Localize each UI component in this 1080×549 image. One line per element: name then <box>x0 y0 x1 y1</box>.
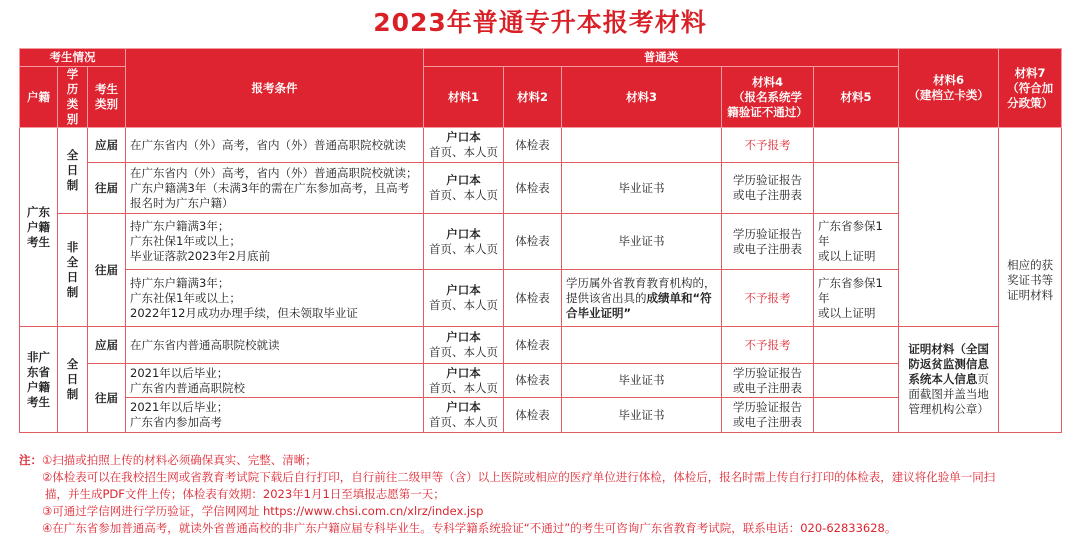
m2-cell: 体检表 <box>504 398 562 433</box>
type-wangjie: 往届 <box>88 163 126 214</box>
m6-cell: 证明材料（全国防返贫监测信息系统本人信息页面截图并盖当地管理机构公章） <box>899 327 999 433</box>
m3-cell: 毕业证书 <box>562 163 722 214</box>
header-putong: 普通类 <box>424 49 899 67</box>
note-4: ④在广东省参加普通高考，就读外省普通高校的非广东户籍应届专科毕业生。专科学籍系统验证“不通过”的考生可咨询广东省教育考试院，联系电话：020-62833628。 <box>42 521 897 535</box>
m3-cell: 毕业证书 <box>562 398 722 433</box>
m5-cell <box>814 327 899 364</box>
header-m3: 材料3 <box>562 67 722 128</box>
m3-cell: 毕业证书 <box>562 364 722 398</box>
group-full-time: 全 日 制 <box>58 128 88 214</box>
type-yingjie: 应届 <box>88 128 126 163</box>
m3-cell: 毕业证书 <box>562 214 722 270</box>
header-m4: 材料4 （报名系统学 籍验证不通过） <box>722 67 814 128</box>
m4-cell: 学历验证报告 或电子注册表 <box>722 214 814 270</box>
m5-cell <box>814 128 899 163</box>
m3-cell <box>562 327 722 364</box>
header-huji: 户籍 <box>20 67 58 128</box>
header-student-info: 考生情况 <box>20 49 126 67</box>
page-title: 2023年普通专升本报考材料 <box>373 8 707 37</box>
m4-cell: 不予报考 <box>722 270 814 327</box>
group-full-time-2: 全 日 制 <box>58 327 88 433</box>
m4-cell: 不予报考 <box>722 128 814 163</box>
m1-cell: 户口本 首页、本人页 <box>424 214 504 270</box>
table-row <box>20 128 1062 163</box>
m2-cell: 体检表 <box>504 364 562 398</box>
m3-cell <box>562 128 722 163</box>
header-m2: 材料2 <box>504 67 562 128</box>
condition-cell: 持广东户籍满3年； 广东社保1年或以上； 毕业证落款2023年2月底前 <box>126 214 424 270</box>
header-xueli: 学历 类别 <box>58 67 88 128</box>
m3-cell: 学历属外省教育教育机构的，提供该省出具的成绩单和“符合毕业证明” <box>562 270 722 327</box>
m2-cell: 体检表 <box>504 163 562 214</box>
m1-cell: 户口本 首页、本人页 <box>424 327 504 364</box>
header-m7: 材料7 （符合加 分政策） <box>999 49 1062 128</box>
m2-cell: 体检表 <box>504 128 562 163</box>
condition-cell: 2021年以后毕业； 广东省内普通高职院校 <box>126 364 424 398</box>
condition-cell: 在广东省内（外）高考，省内（外）普通高职院校就读；广东户籍满3年（未满3年的需在广东参加高考，且高考报名时为广东户籍） <box>126 163 424 214</box>
type-wangjie: 往届 <box>88 214 126 327</box>
note-2-cont: 描，并生成PDF文件上传；体检表有效期：2023年1月1日至填报志愿第一天； <box>45 487 445 501</box>
notes <box>19 452 1069 537</box>
condition-cell: 持广东户籍满3年； 广东社保1年或以上； 2022年12月成功办理手续，但未领取毕业证 <box>126 270 424 327</box>
m1-cell: 户口本 首页、本人页 <box>424 128 504 163</box>
header-m6: 材料6 （建档立卡类） <box>899 49 999 128</box>
m5-cell: 广东省参保1年 或以上证明 <box>814 214 899 270</box>
materials-table <box>19 48 1062 433</box>
m2-cell: 体检表 <box>504 214 562 270</box>
m5-cell: 广东省参保1年 或以上证明 <box>814 270 899 327</box>
m1-cell: 户口本 首页、本人页 <box>424 364 504 398</box>
header-m5: 材料5 <box>814 67 899 128</box>
m7-cell: 相应的获奖证书等证明材料 <box>999 128 1062 433</box>
condition-cell: 在广东省内普通高职院校就读 <box>126 327 424 364</box>
note-2: ②体检表可以在我校招生网或省教育考试院下载后自行打印，自行前往二级甲等（含）以上医院或相应的医疗单位进行体检，体检后，报名时需上传自行打印的体检表，建议将化验单一同扫 <box>42 470 996 484</box>
m2-cell: 体检表 <box>504 327 562 364</box>
header-m1: 材料1 <box>424 67 504 128</box>
m6-cell-empty <box>899 128 999 327</box>
condition-cell: 在广东省内（外）高考，省内（外）普通高职院校就读 <box>126 128 424 163</box>
m4-cell: 不予报考 <box>722 327 814 364</box>
group-gd: 广东 户籍 考生 <box>20 128 58 327</box>
m1-cell: 户口本 首页、本人页 <box>424 270 504 327</box>
m4-cell: 学历验证报告 或电子注册表 <box>722 364 814 398</box>
m5-cell <box>814 398 899 433</box>
m5-cell <box>814 163 899 214</box>
m4-cell: 学历验证报告 或电子注册表 <box>722 398 814 433</box>
type-yingjie: 应届 <box>88 327 126 364</box>
group-non-full-time: 非 全 日 制 <box>58 214 88 327</box>
note-1: 注：①扫描或拍照上传的材料必须确保真实、完整、清晰； <box>19 453 317 467</box>
m4-cell: 学历验证报告 或电子注册表 <box>722 163 814 214</box>
group-fgd: 非广 东省 户籍 考生 <box>20 327 58 433</box>
note-3: ③可通过学信网进行学历验证，学信网网址 https://www.chsi.com.cn/xlrz/index.jsp <box>42 504 484 518</box>
header-kaosheng: 考生 类别 <box>88 67 126 128</box>
m5-cell <box>814 364 899 398</box>
m2-cell: 体检表 <box>504 270 562 327</box>
type-wangjie: 往届 <box>88 364 126 433</box>
m1-cell: 户口本 首页、本人页 <box>424 163 504 214</box>
table-row <box>20 327 1062 364</box>
header-conditions: 报考条件 <box>126 49 424 128</box>
condition-cell: 2021年以后毕业； 广东省内参加高考 <box>126 398 424 433</box>
m1-cell: 户口本 首页、本人页 <box>424 398 504 433</box>
